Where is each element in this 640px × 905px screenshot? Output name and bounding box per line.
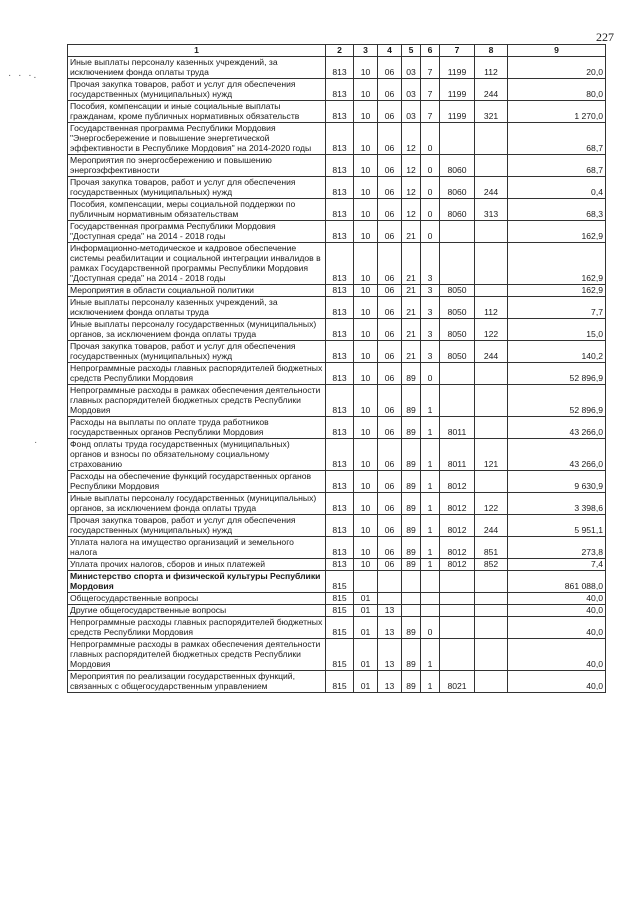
program-cell: 03 xyxy=(402,57,421,79)
admin-code-cell: 813 xyxy=(326,363,354,385)
admin-code-cell: 813 xyxy=(326,297,354,319)
subprogram-cell: 1 xyxy=(421,559,440,571)
target-article-cell: 8050 xyxy=(440,319,475,341)
program-cell: 89 xyxy=(402,363,421,385)
table-row xyxy=(68,571,606,593)
section-cell xyxy=(354,571,378,593)
admin-code-cell: 813 xyxy=(326,57,354,79)
target-article-cell: 8050 xyxy=(440,297,475,319)
subprogram-cell: 1 xyxy=(421,515,440,537)
admin-code-cell: 815 xyxy=(326,571,354,593)
subsection-cell: 06 xyxy=(378,297,402,319)
admin-code-cell: 813 xyxy=(326,537,354,559)
expense-type-cell: 852 xyxy=(475,559,508,571)
amount-cell: 52 896,9 xyxy=(508,385,606,417)
section-cell: 01 xyxy=(354,671,378,693)
table-row xyxy=(68,297,606,319)
expense-type-cell xyxy=(475,417,508,439)
amount-cell: 3 398,6 xyxy=(508,493,606,515)
program-cell: 12 xyxy=(402,199,421,221)
table-row xyxy=(68,285,606,297)
admin-code-cell: 813 xyxy=(326,79,354,101)
section-cell: 10 xyxy=(354,515,378,537)
section-cell: 10 xyxy=(354,155,378,177)
row-name-cell: Расходы на выплаты по оплате труда работников государственных органов Республики Мордовия xyxy=(68,417,326,439)
section-cell: 10 xyxy=(354,199,378,221)
target-article-cell: 8050 xyxy=(440,285,475,297)
page-number: 227 xyxy=(596,30,614,44)
table-row xyxy=(68,101,606,123)
expense-type-cell xyxy=(475,571,508,593)
table-row xyxy=(68,593,606,605)
section-cell: 10 xyxy=(354,285,378,297)
row-name-cell: Прочая закупка товаров, работ и услуг для обеспечения государственных (муниципальных) нужд xyxy=(68,79,326,101)
admin-code-cell: 815 xyxy=(326,593,354,605)
section-cell: 10 xyxy=(354,559,378,571)
amount-cell: 20,0 xyxy=(508,57,606,79)
subsection-cell: 06 xyxy=(378,319,402,341)
expense-type-cell: 121 xyxy=(475,439,508,471)
target-article-cell xyxy=(440,243,475,285)
program-cell: 21 xyxy=(402,297,421,319)
row-name-cell: Прочая закупка товаров, работ и услуг для обеспечения государственных (муниципальных) нужд xyxy=(68,177,326,199)
amount-cell: 5 951,1 xyxy=(508,515,606,537)
section-cell: 01 xyxy=(354,639,378,671)
table-row xyxy=(68,537,606,559)
section-cell: 10 xyxy=(354,123,378,155)
admin-code-cell: 813 xyxy=(326,243,354,285)
target-article-cell xyxy=(440,617,475,639)
amount-cell: 162,9 xyxy=(508,285,606,297)
subprogram-cell: 0 xyxy=(421,155,440,177)
expense-type-cell: 112 xyxy=(475,297,508,319)
table-row xyxy=(68,493,606,515)
program-cell: 89 xyxy=(402,417,421,439)
subprogram-cell: 7 xyxy=(421,57,440,79)
subprogram-cell: 1 xyxy=(421,439,440,471)
subsection-cell xyxy=(378,593,402,605)
subprogram-cell: 0 xyxy=(421,617,440,639)
section-cell: 10 xyxy=(354,537,378,559)
row-name-cell: Мероприятия по реализации государственных функций, связанных с общегосударственным управлением xyxy=(68,671,326,693)
target-article-cell: 1199 xyxy=(440,79,475,101)
subprogram-cell: 1 xyxy=(421,471,440,493)
amount-cell: 80,0 xyxy=(508,79,606,101)
header-cell: 9 xyxy=(508,45,606,57)
header-cell: 2 xyxy=(326,45,354,57)
row-name-cell: Иные выплаты персоналу государственных (муниципальных) органов, за исключением фонда оплаты труда xyxy=(68,319,326,341)
admin-code-cell: 813 xyxy=(326,123,354,155)
amount-cell: 40,0 xyxy=(508,671,606,693)
admin-code-cell: 813 xyxy=(326,285,354,297)
table-row xyxy=(68,417,606,439)
subsection-cell: 06 xyxy=(378,243,402,285)
subprogram-cell: 1 xyxy=(421,385,440,417)
subprogram-cell: 3 xyxy=(421,319,440,341)
program-cell: 89 xyxy=(402,617,421,639)
subsection-cell: 06 xyxy=(378,537,402,559)
section-cell: 10 xyxy=(354,385,378,417)
table-row xyxy=(68,671,606,693)
subprogram-cell xyxy=(421,571,440,593)
amount-cell: 68,7 xyxy=(508,155,606,177)
expense-type-cell: 244 xyxy=(475,515,508,537)
table-row xyxy=(68,199,606,221)
admin-code-cell: 813 xyxy=(326,177,354,199)
expense-type-cell xyxy=(475,285,508,297)
target-article-cell xyxy=(440,639,475,671)
admin-code-cell: 815 xyxy=(326,605,354,617)
expense-type-cell xyxy=(475,221,508,243)
table-row xyxy=(68,123,606,155)
admin-code-cell: 815 xyxy=(326,671,354,693)
subprogram-cell: 0 xyxy=(421,221,440,243)
amount-cell: 861 088,0 xyxy=(508,571,606,593)
header-cell: 6 xyxy=(421,45,440,57)
subprogram-cell: 1 xyxy=(421,671,440,693)
program-cell: 89 xyxy=(402,639,421,671)
amount-cell: 43 266,0 xyxy=(508,439,606,471)
expense-type-cell xyxy=(475,471,508,493)
amount-cell: 0,4 xyxy=(508,177,606,199)
header-cell: 1 xyxy=(68,45,326,57)
target-article-cell: 8012 xyxy=(440,515,475,537)
amount-cell: 40,0 xyxy=(508,605,606,617)
section-cell: 10 xyxy=(354,101,378,123)
row-name-cell: Фонд оплаты труда государственных (муниципальных) органов и взносы по обязательному социальному страхованию xyxy=(68,439,326,471)
admin-code-cell: 813 xyxy=(326,101,354,123)
row-name-cell: Прочая закупка товаров, работ и услуг для обеспечения государственных (муниципальных) нужд xyxy=(68,341,326,363)
expense-type-cell xyxy=(475,639,508,671)
target-article-cell xyxy=(440,571,475,593)
row-name-cell: Непрограммные расходы главных распорядителей бюджетных средств Республики Мордовия xyxy=(68,617,326,639)
section-cell: 10 xyxy=(354,57,378,79)
table-row xyxy=(68,177,606,199)
table-row xyxy=(68,385,606,417)
scan-speck: · xyxy=(34,437,38,448)
program-cell: 21 xyxy=(402,319,421,341)
section-cell: 10 xyxy=(354,177,378,199)
table-row xyxy=(68,155,606,177)
row-name-cell: Государственная программа Республики Мордовия "Доступная среда" на 2014 - 2018 годы xyxy=(68,221,326,243)
program-cell: 21 xyxy=(402,221,421,243)
subsection-cell: 06 xyxy=(378,123,402,155)
subsection-cell xyxy=(378,571,402,593)
table-row xyxy=(68,243,606,285)
subsection-cell: 06 xyxy=(378,417,402,439)
admin-code-cell: 815 xyxy=(326,639,354,671)
expense-type-cell xyxy=(475,593,508,605)
subsection-cell: 06 xyxy=(378,285,402,297)
row-name-cell: Непрограммные расходы главных распорядителей бюджетных средств Республики Мордовия xyxy=(68,363,326,385)
amount-cell: 7,4 xyxy=(508,559,606,571)
subsection-cell: 13 xyxy=(378,671,402,693)
amount-cell: 68,7 xyxy=(508,123,606,155)
section-cell: 10 xyxy=(354,417,378,439)
amount-cell: 40,0 xyxy=(508,617,606,639)
row-name-cell: Мероприятия по энергосбережению и повышению энергоэффективности xyxy=(68,155,326,177)
subsection-cell: 06 xyxy=(378,79,402,101)
header-cell: 8 xyxy=(475,45,508,57)
target-article-cell xyxy=(440,221,475,243)
section-cell: 01 xyxy=(354,593,378,605)
target-article-cell: 8050 xyxy=(440,341,475,363)
program-cell: 21 xyxy=(402,243,421,285)
subprogram-cell: 1 xyxy=(421,639,440,671)
amount-cell: 273,8 xyxy=(508,537,606,559)
target-article-cell: 8060 xyxy=(440,155,475,177)
scan-specks: · · ·. xyxy=(8,70,39,81)
target-article-cell: 8021 xyxy=(440,671,475,693)
header-cell: 5 xyxy=(402,45,421,57)
target-article-cell: 8060 xyxy=(440,177,475,199)
row-name-cell: Мероприятия в области социальной политики xyxy=(68,285,326,297)
row-name-cell: Пособия, компенсации и иные социальные выплаты гражданам, кроме публичных нормативных обязательств xyxy=(68,101,326,123)
subprogram-cell: 7 xyxy=(421,79,440,101)
program-cell: 21 xyxy=(402,341,421,363)
subsection-cell: 06 xyxy=(378,101,402,123)
subprogram-cell: 0 xyxy=(421,199,440,221)
row-name-cell: Непрограммные расходы в рамках обеспечения деятельности главных распорядителей бюджетных средств Республики Мордовия xyxy=(68,385,326,417)
row-name-cell: Иные выплаты персоналу казенных учреждений, за исключением фонда оплаты труда xyxy=(68,57,326,79)
row-name-cell: Министерство спорта и физической культуры Республики Мордовия xyxy=(68,571,326,593)
header-cell: 4 xyxy=(378,45,402,57)
expense-type-cell: 112 xyxy=(475,57,508,79)
row-name-cell: Расходы на обеспечение функций государственных органов Республики Мордовия xyxy=(68,471,326,493)
row-name-cell: Непрограммные расходы в рамках обеспечения деятельности главных распорядителей бюджетных средств Республики Мордовия xyxy=(68,639,326,671)
subprogram-cell xyxy=(421,605,440,617)
row-name-cell: Иные выплаты персоналу государственных (муниципальных) органов, за исключением фонда оплаты труда xyxy=(68,493,326,515)
target-article-cell: 1199 xyxy=(440,101,475,123)
target-article-cell xyxy=(440,123,475,155)
program-cell: 89 xyxy=(402,515,421,537)
amount-cell: 162,9 xyxy=(508,243,606,285)
amount-cell: 162,9 xyxy=(508,221,606,243)
section-cell: 10 xyxy=(354,79,378,101)
program-cell: 89 xyxy=(402,439,421,471)
expense-type-cell xyxy=(475,123,508,155)
admin-code-cell: 813 xyxy=(326,319,354,341)
program-cell xyxy=(402,571,421,593)
program-cell: 12 xyxy=(402,155,421,177)
admin-code-cell: 813 xyxy=(326,559,354,571)
program-cell: 89 xyxy=(402,471,421,493)
table-row xyxy=(68,471,606,493)
amount-cell: 9 630,9 xyxy=(508,471,606,493)
subprogram-cell: 1 xyxy=(421,493,440,515)
amount-cell: 15,0 xyxy=(508,319,606,341)
admin-code-cell: 813 xyxy=(326,341,354,363)
target-article-cell xyxy=(440,605,475,617)
expense-type-cell xyxy=(475,671,508,693)
row-name-cell: Другие общегосударственные вопросы xyxy=(68,605,326,617)
expense-type-cell: 313 xyxy=(475,199,508,221)
amount-cell: 7,7 xyxy=(508,297,606,319)
subsection-cell: 13 xyxy=(378,605,402,617)
amount-cell: 40,0 xyxy=(508,593,606,605)
amount-cell: 68,3 xyxy=(508,199,606,221)
program-cell: 89 xyxy=(402,559,421,571)
expense-type-cell xyxy=(475,385,508,417)
subsection-cell: 06 xyxy=(378,439,402,471)
admin-code-cell: 815 xyxy=(326,617,354,639)
header-cell: 7 xyxy=(440,45,475,57)
table-row xyxy=(68,341,606,363)
table-row xyxy=(68,57,606,79)
expense-type-cell: 244 xyxy=(475,341,508,363)
subsection-cell: 06 xyxy=(378,493,402,515)
subsection-cell: 06 xyxy=(378,199,402,221)
amount-cell: 1 270,0 xyxy=(508,101,606,123)
expense-type-cell xyxy=(475,363,508,385)
subprogram-cell: 1 xyxy=(421,537,440,559)
subsection-cell: 06 xyxy=(378,57,402,79)
target-article-cell: 8011 xyxy=(440,417,475,439)
subsection-cell: 13 xyxy=(378,639,402,671)
table-header-row xyxy=(68,45,606,57)
row-name-cell: Уплата прочих налогов, сборов и иных платежей xyxy=(68,559,326,571)
subsection-cell: 06 xyxy=(378,385,402,417)
subsection-cell: 06 xyxy=(378,177,402,199)
header-cell: 3 xyxy=(354,45,378,57)
subprogram-cell: 3 xyxy=(421,243,440,285)
amount-cell: 43 266,0 xyxy=(508,417,606,439)
budget-table xyxy=(67,44,606,693)
section-cell: 10 xyxy=(354,341,378,363)
section-cell: 10 xyxy=(354,363,378,385)
expense-type-cell xyxy=(475,243,508,285)
subsection-cell: 06 xyxy=(378,515,402,537)
subsection-cell: 06 xyxy=(378,155,402,177)
table-row xyxy=(68,515,606,537)
expense-type-cell xyxy=(475,155,508,177)
subprogram-cell: 0 xyxy=(421,123,440,155)
section-cell: 01 xyxy=(354,617,378,639)
subsection-cell: 06 xyxy=(378,341,402,363)
admin-code-cell: 813 xyxy=(326,515,354,537)
subsection-cell: 06 xyxy=(378,559,402,571)
row-name-cell: Уплата налога на имущество организаций и земельного налога xyxy=(68,537,326,559)
subprogram-cell: 3 xyxy=(421,297,440,319)
table-row xyxy=(68,363,606,385)
subsection-cell: 13 xyxy=(378,617,402,639)
subprogram-cell: 3 xyxy=(421,285,440,297)
subprogram-cell: 1 xyxy=(421,417,440,439)
target-article-cell: 8012 xyxy=(440,471,475,493)
amount-cell: 40,0 xyxy=(508,639,606,671)
admin-code-cell: 813 xyxy=(326,493,354,515)
table-row xyxy=(68,617,606,639)
row-name-cell: Общегосударственные вопросы xyxy=(68,593,326,605)
admin-code-cell: 813 xyxy=(326,155,354,177)
target-article-cell: 8060 xyxy=(440,199,475,221)
subsection-cell: 06 xyxy=(378,363,402,385)
section-cell: 01 xyxy=(354,605,378,617)
section-cell: 10 xyxy=(354,221,378,243)
table-row xyxy=(68,639,606,671)
admin-code-cell: 813 xyxy=(326,199,354,221)
program-cell: 89 xyxy=(402,537,421,559)
subsection-cell: 06 xyxy=(378,221,402,243)
subsection-cell: 06 xyxy=(378,471,402,493)
program-cell: 12 xyxy=(402,177,421,199)
expense-type-cell: 244 xyxy=(475,177,508,199)
subprogram-cell: 0 xyxy=(421,177,440,199)
admin-code-cell: 813 xyxy=(326,221,354,243)
amount-cell: 140,2 xyxy=(508,341,606,363)
target-article-cell: 8012 xyxy=(440,559,475,571)
section-cell: 10 xyxy=(354,297,378,319)
table-row xyxy=(68,439,606,471)
table-row xyxy=(68,221,606,243)
program-cell: 21 xyxy=(402,285,421,297)
expense-type-cell xyxy=(475,605,508,617)
target-article-cell: 8011 xyxy=(440,439,475,471)
section-cell: 10 xyxy=(354,471,378,493)
admin-code-cell: 813 xyxy=(326,439,354,471)
program-cell: 89 xyxy=(402,493,421,515)
target-article-cell xyxy=(440,385,475,417)
section-cell: 10 xyxy=(354,493,378,515)
target-article-cell: 1199 xyxy=(440,57,475,79)
table-row xyxy=(68,319,606,341)
subprogram-cell xyxy=(421,593,440,605)
target-article-cell xyxy=(440,363,475,385)
program-cell: 89 xyxy=(402,671,421,693)
subprogram-cell: 3 xyxy=(421,341,440,363)
section-cell: 10 xyxy=(354,243,378,285)
row-name-cell: Государственная программа Республики Мордовия "Энергосбережение и повышение энергетической эффективности в Республике Мордовия" на 2014-2020 годы xyxy=(68,123,326,155)
expense-type-cell: 244 xyxy=(475,79,508,101)
subprogram-cell: 7 xyxy=(421,101,440,123)
row-name-cell: Прочая закупка товаров, работ и услуг для обеспечения государственных (муниципальных) нужд xyxy=(68,515,326,537)
subprogram-cell: 0 xyxy=(421,363,440,385)
admin-code-cell: 813 xyxy=(326,417,354,439)
admin-code-cell: 813 xyxy=(326,385,354,417)
row-name-cell: Иные выплаты персоналу казенных учреждений, за исключением фонда оплаты труда xyxy=(68,297,326,319)
row-name-cell: Пособия, компенсации, меры социальной поддержки по публичным нормативным обязательствам xyxy=(68,199,326,221)
expense-type-cell: 122 xyxy=(475,493,508,515)
row-name-cell: Информационно-методическое и кадровое обеспечение системы реабилитации и социальной интеграции инвалидов в рамках Государственной программы Республики Мордовия "Доступная среда" на 2014 - 2018 годы xyxy=(68,243,326,285)
target-article-cell: 8012 xyxy=(440,537,475,559)
admin-code-cell: 813 xyxy=(326,471,354,493)
expense-type-cell: 851 xyxy=(475,537,508,559)
section-cell: 10 xyxy=(354,439,378,471)
program-cell: 89 xyxy=(402,385,421,417)
expense-type-cell: 321 xyxy=(475,101,508,123)
table-row xyxy=(68,605,606,617)
program-cell xyxy=(402,605,421,617)
program-cell xyxy=(402,593,421,605)
amount-cell: 52 896,9 xyxy=(508,363,606,385)
program-cell: 03 xyxy=(402,79,421,101)
table-row xyxy=(68,79,606,101)
expense-type-cell: 122 xyxy=(475,319,508,341)
target-article-cell: 8012 xyxy=(440,493,475,515)
program-cell: 03 xyxy=(402,101,421,123)
program-cell: 12 xyxy=(402,123,421,155)
target-article-cell xyxy=(440,593,475,605)
table-row xyxy=(68,559,606,571)
expense-type-cell xyxy=(475,617,508,639)
section-cell: 10 xyxy=(354,319,378,341)
